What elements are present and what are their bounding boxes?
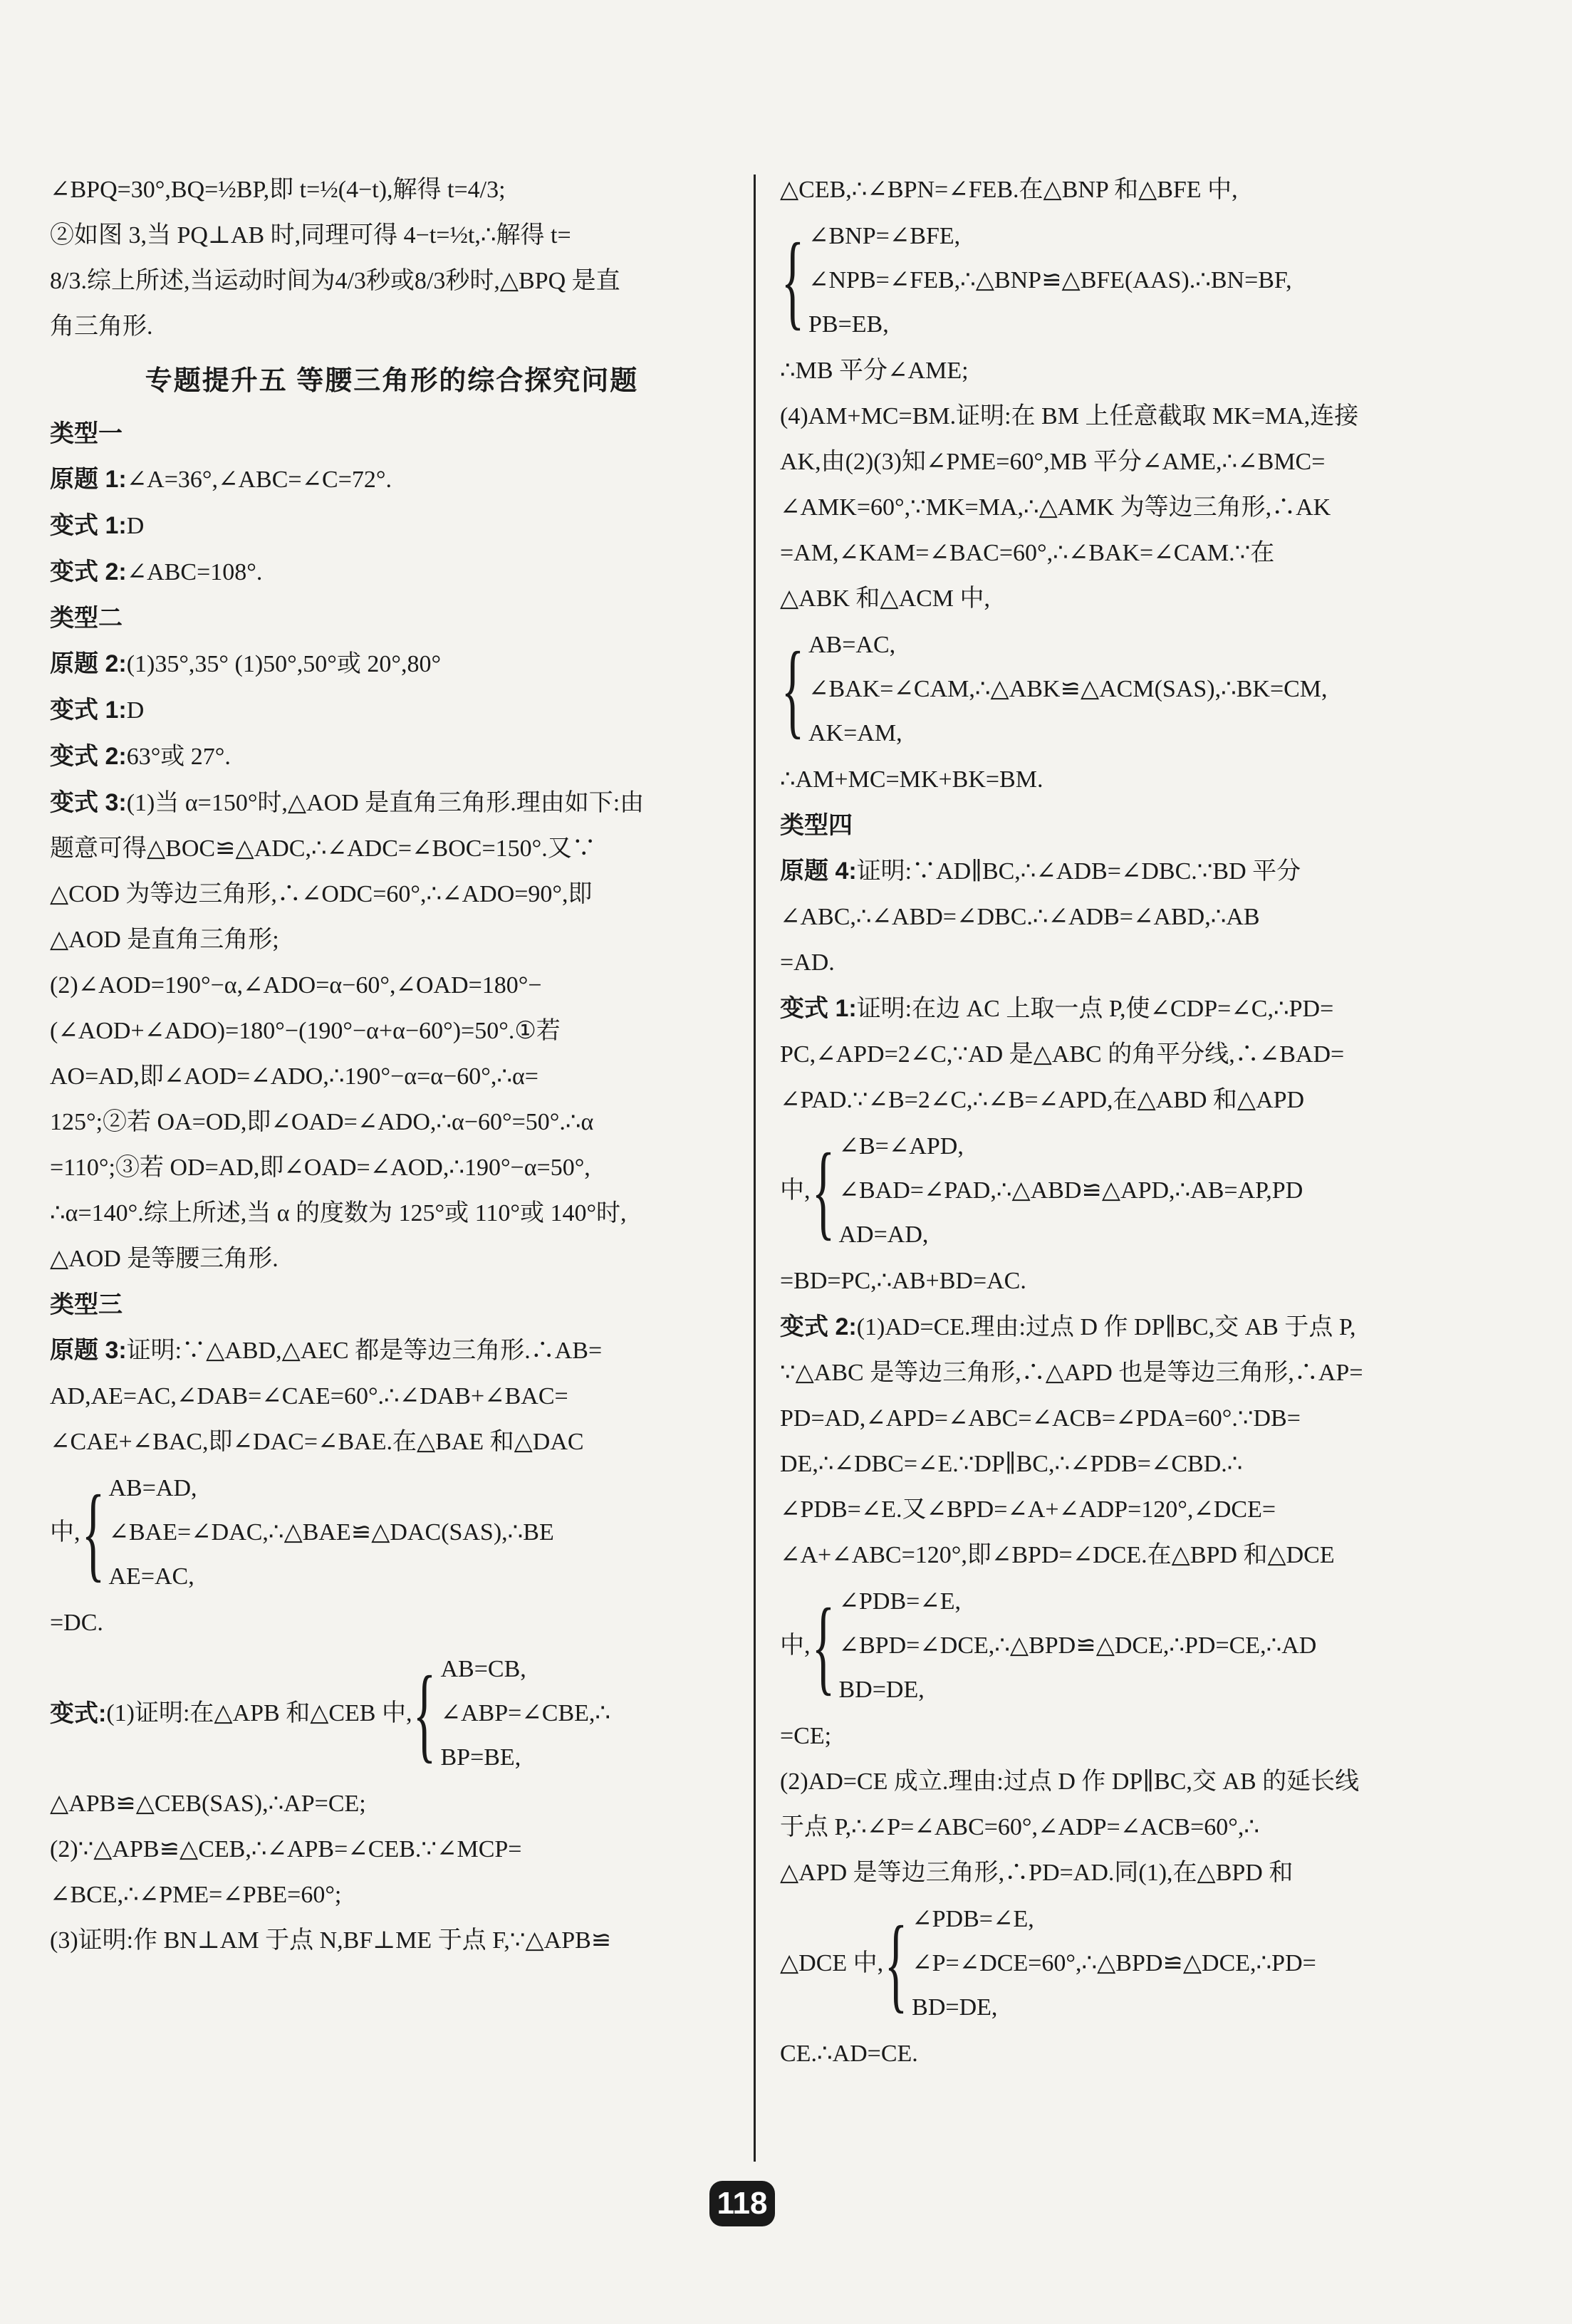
- system-row: ∠BAK=∠CAM,∴△ABK≌△ACM(SAS),∴BK=CM,: [808, 676, 1328, 702]
- item-text: D: [126, 513, 145, 539]
- text-line: 125°;②若 OA=OD,即∠OAD=∠ADO,∴α−60°=50°.∴α: [50, 1109, 594, 1135]
- answer-item: [50, 780, 734, 826]
- brace-glyph: {: [413, 1655, 437, 1773]
- text-line: (2)∵△APB≌△CEB,∴∠APB=∠CEB.∵∠MCP=: [50, 1836, 522, 1862]
- system-row: ∠BAD=∠PAD,∴△ABD≌△APD,∴AB=AP,PD: [838, 1177, 1303, 1204]
- brace-glyph: {: [81, 1474, 105, 1592]
- item-label: 变式:: [50, 1700, 107, 1727]
- system-row: AE=AC,: [108, 1563, 194, 1590]
- answer-item: [50, 457, 734, 503]
- brace-glyph: {: [781, 222, 805, 340]
- system-row: ∠PDB=∠E,: [838, 1588, 962, 1615]
- text-line: △AOD 是等腰三角形.: [50, 1246, 279, 1272]
- answer-item: [50, 1328, 734, 1374]
- system-prefix: 中,: [50, 1519, 80, 1546]
- brace-glyph: {: [811, 1587, 835, 1705]
- item-text: ∠ABC=108°.: [126, 559, 263, 585]
- item-text: 证明:∵AD∥BC,∴∠ADB=∠DBC.∵BD 平分: [856, 858, 1301, 885]
- system-row: BD=DE,: [912, 1994, 998, 2021]
- text-line: (∠AOD+∠ADO)=180°−(190°−α+α−60°)=50°.①若: [50, 1018, 561, 1044]
- text-line: ∴AM+MC=MK+BK=BM.: [780, 766, 1043, 793]
- text-line: ∠ABC,∴∠ABD=∠DBC.∴∠ADB=∠ABD,∴AB: [780, 904, 1260, 930]
- column-divider: [754, 174, 756, 2162]
- item-label: 原题 1:: [50, 466, 127, 493]
- equation-system: [50, 1647, 734, 1780]
- text-line: DE,∴∠DBC=∠E.∵DP∥BC,∴∠PDB=∠CBD.∴: [780, 1451, 1243, 1477]
- text-line: AD,AE=AC,∠DAB=∠CAE=60°.∴∠DAB+∠BAC=: [50, 1383, 568, 1409]
- brace-glyph: {: [781, 630, 805, 749]
- system-row: ∠NPB=∠FEB,∴△BNP≌△BFE(AAS).∴BN=BF,: [808, 267, 1292, 293]
- text-line: PD=AD,∠APD=∠ABC=∠ACB=∠PDA=60°.∵DB=: [780, 1405, 1301, 1432]
- answer-item: [780, 986, 1467, 1032]
- item-text: 63°或 27°.: [126, 744, 231, 770]
- system-row: AB=AC,: [808, 632, 896, 658]
- system-prefix: 中,: [780, 1632, 811, 1659]
- brace-glyph: {: [811, 1132, 835, 1250]
- system-row: ∠ABP=∠CBE,∴: [440, 1700, 611, 1726]
- text-line: ∵△ABC 是等边三角形,∴△APD 也是等边三角形,∴AP=: [780, 1360, 1363, 1386]
- system-row: ∠PDB=∠E,: [912, 1906, 1034, 1932]
- right-column: [780, 167, 1467, 2077]
- text-line: (2)∠AOD=190°−α,∠ADO=α−60°,∠OAD=180°−: [50, 972, 542, 999]
- system-row: ∠BPD=∠DCE,∴△BPD≌△DCE,∴PD=CE,∴AD: [838, 1632, 1317, 1659]
- text-line: 角三角形.: [50, 313, 153, 340]
- equation-system: [780, 214, 1467, 347]
- text-line: =110°;③若 OD=AD,即∠OAD=∠AOD,∴190°−α=50°,: [50, 1155, 590, 1181]
- text-line: =DC.: [50, 1610, 103, 1636]
- text-line: =CE;: [780, 1723, 832, 1749]
- text-line: ②如图 3,当 PQ⊥AB 时,同理可得 4−t=½t,∴解得 t=: [50, 222, 571, 249]
- text-line: ∠CAE+∠BAC,即∠DAC=∠BAE.在△BAE 和△DAC: [50, 1429, 584, 1455]
- text-line: ∠BPQ=30°,BQ=½BP,即 t=½(4−t),解得 t=4/3;: [50, 177, 506, 203]
- item-text: 证明:∵△ABD,△AEC 都是等边三角形.∴AB=: [126, 1338, 603, 1364]
- item-label: 变式 1:: [780, 995, 857, 1022]
- system-row: ∠BAE=∠DAC,∴△BAE≌△DAC(SAS),∴BE: [108, 1519, 554, 1546]
- item-text: D: [126, 697, 145, 724]
- equation-system: [780, 1125, 1467, 1257]
- text-line: ∴MB 平分∠AME;: [780, 358, 969, 384]
- equation-system: [780, 1580, 1467, 1712]
- item-label: 原题 2:: [50, 650, 127, 677]
- item-text: 证明:在边 AC 上取一点 P,使∠CDP=∠C,∴PD=: [856, 996, 1334, 1022]
- item-text: ∠A=36°,∠ABC=∠C=72°.: [126, 467, 392, 493]
- system-prefix: △DCE 中,: [780, 1950, 884, 1976]
- text-line: =AM,∠KAM=∠BAC=60°,∴∠BAK=∠CAM.∵在: [780, 540, 1275, 566]
- item-label: 变式 3:: [50, 789, 127, 816]
- answer-item: [50, 549, 734, 595]
- system-prefix: (1)证明:在△APB 和△CEB 中,: [106, 1700, 412, 1726]
- text-line: △APD 是等边三角形,∴PD=AD.同(1),在△BPD 和: [780, 1860, 1293, 1886]
- system-row: PB=EB,: [808, 311, 889, 338]
- answer-item: [50, 641, 734, 687]
- system-row: AK=AM,: [808, 720, 902, 746]
- text-line: △AOD 是直角三角形;: [50, 927, 279, 953]
- answer-item: [50, 734, 734, 780]
- text-line: △CEB,∴∠BPN=∠FEB.在△BNP 和△BFE 中,: [780, 177, 1238, 203]
- item-label: 原题 3:: [50, 1337, 127, 1364]
- text-line: =AD.: [780, 949, 835, 976]
- item-label: 原题 4:: [780, 858, 857, 885]
- item-label: 变式 1:: [50, 512, 127, 539]
- system-row: ∠BNP=∠BFE,: [808, 223, 961, 249]
- item-text: (1)35°,35° (1)50°,50°或 20°,80°: [126, 651, 442, 677]
- type-heading: 类型一: [50, 420, 123, 447]
- text-line: ∠PDB=∠E.又∠BPD=∠A+∠ADP=120°,∠DCE=: [780, 1496, 1276, 1523]
- text-line: △APB≌△CEB(SAS),∴AP=CE;: [50, 1791, 366, 1817]
- text-line: (3)证明:作 BN⊥AM 于点 N,BF⊥ME 于点 F,∵△APB≌: [50, 1927, 612, 1954]
- equation-system: [780, 1897, 1467, 2030]
- type-heading: 类型四: [780, 812, 853, 839]
- system-row: ∠P=∠DCE=60°,∴△BPD≌△DCE,∴PD=: [912, 1950, 1316, 1976]
- text-line: AK,由(2)(3)知∠PME=60°,MB 平分∠AME,∴∠BMC=: [780, 449, 1326, 475]
- system-row: AB=AD,: [108, 1475, 197, 1501]
- system-row: AD=AD,: [838, 1221, 929, 1248]
- item-label: 变式 1:: [50, 697, 127, 724]
- text-line: ∠AMK=60°,∵MK=MA,∴△AMK 为等边三角形,∴AK: [780, 494, 1331, 521]
- text-line: ∠BCE,∴∠PME=∠PBE=60°;: [50, 1882, 342, 1908]
- system-prefix: 中,: [780, 1177, 811, 1204]
- text-line: △COD 为等边三角形,∴∠ODC=60°,∴∠ADO=90°,即: [50, 881, 593, 907]
- text-line: 于点 P,∴∠P=∠ABC=60°,∠ADP=∠ACB=60°,∴: [780, 1814, 1259, 1840]
- brace-glyph: {: [884, 1904, 908, 2023]
- text-line: ∠PAD.∵∠B=2∠C,∴∠B=∠APD,在△ABD 和△APD: [780, 1087, 1305, 1113]
- type-heading: 类型三: [50, 1291, 123, 1318]
- system-row: AB=CB,: [440, 1656, 526, 1682]
- item-label: 变式 2:: [50, 743, 127, 770]
- section-title: 专题提升五 等腰三角形的综合探究问题: [145, 366, 639, 396]
- equation-system: [50, 1466, 734, 1599]
- left-column: [50, 167, 734, 1964]
- item-label: 变式 2:: [780, 1313, 857, 1340]
- text-line: PC,∠APD=2∠C,∵AD 是△ABC 的角平分线,∴∠BAD=: [780, 1041, 1345, 1068]
- text-line: ∴α=140°.综上所述,当 α 的度数为 125°或 110°或 140°时,: [50, 1200, 627, 1226]
- answer-item: [780, 848, 1467, 895]
- text-line: (2)AD=CE 成立.理由:过点 D 作 DP∥BC,交 AB 的延长线: [780, 1768, 1360, 1795]
- item-text: (1)AD=CE.理由:过点 D 作 DP∥BC,交 AB 于点 P,: [856, 1314, 1356, 1340]
- text-line: 题意可得△BOC≌△ADC,∴∠ADC=∠BOC=150°.又∵: [50, 835, 596, 862]
- page-number: 118: [709, 2181, 775, 2226]
- answer-item: [50, 687, 734, 734]
- item-text: (1)当 α=150°时,△AOD 是直角三角形.理由如下:由: [126, 790, 645, 816]
- system-row: BD=DE,: [838, 1677, 925, 1703]
- text-line: △ABK 和△ACM 中,: [780, 585, 991, 612]
- item-label: 变式 2:: [50, 558, 127, 585]
- answer-item: [50, 503, 734, 549]
- system-row: ∠B=∠APD,: [838, 1133, 964, 1160]
- text-line: 8/3.综上所述,当运动时间为4/3秒或8/3秒时,△BPQ 是直: [50, 268, 620, 294]
- type-heading: 类型二: [50, 605, 123, 632]
- answer-item: [780, 1304, 1467, 1350]
- text-line: AO=AD,即∠AOD=∠ADO,∴190°−α=α−60°,∴α=: [50, 1063, 538, 1090]
- text-line: CE.∴AD=CE.: [780, 2041, 918, 2067]
- text-line: =BD=PC,∴AB+BD=AC.: [780, 1268, 1026, 1294]
- equation-system: [780, 623, 1467, 756]
- text-line: (4)AM+MC=BM.证明:在 BM 上任意截取 MK=MA,连接: [780, 403, 1359, 429]
- text-line: ∠A+∠ABC=120°,即∠BPD=∠DCE.在△BPD 和△DCE: [780, 1542, 1335, 1568]
- system-row: BP=BE,: [440, 1744, 521, 1771]
